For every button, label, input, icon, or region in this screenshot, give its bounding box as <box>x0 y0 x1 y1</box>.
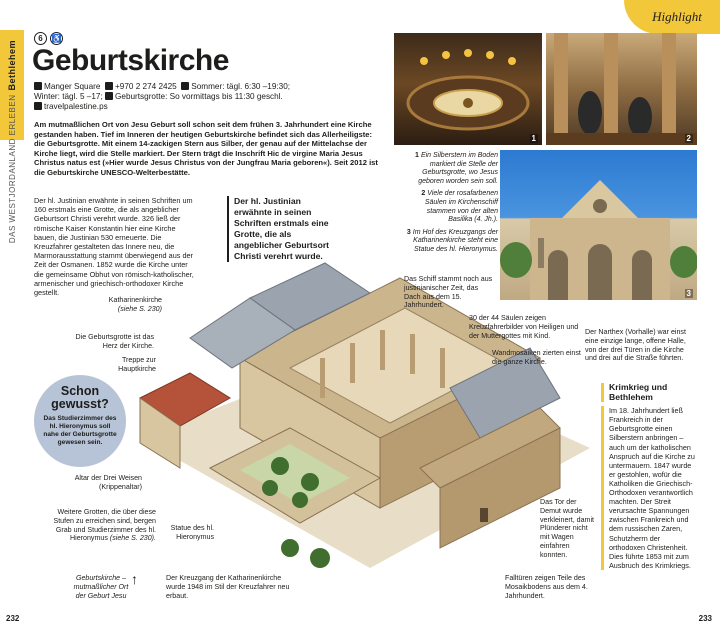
label-saeulen: 30 der 44 Säulen zeigen Kreuzfahrerbilder von Heiligen und der Muttergottes mit Kind. <box>469 314 579 340</box>
label-narthex: Der Narthex (Vorhalle) war einst eine einzige lange, offene Halle, von der drei Türen in die Kirche und drei auf die Straße führten. <box>585 328 686 363</box>
label-ref: (siehe S. 230). <box>109 534 156 543</box>
label-treppe: Treppe zur Hauptkirche <box>118 356 156 373</box>
krimkrieg-text: Im 18. Jahrhundert ließ Frankreich in der Geburtsgrotte einen Silberstern anbringen – auch um der katholischen Anspruch auf die Kirche zu untermauern. 1847 wurde er gestohlen, wofür die Katholiken die Griechisch-Orthodoxen verantwortlich machten. Der Streit verursachte Spannungen zwischen Frankreich und dem russischen Zaren, Schutzherrn der orthodoxen Christenheit. Dies führte 1853 mit zum Ausbruch des Krimkriegs. <box>601 406 697 570</box>
label-schiff: Das Schiff stammt noch aus justinianischer Zeit, das Dach aus dem 15. Jahrhundert. <box>404 275 493 310</box>
hours-winter: Winter: tägl. 5 –17 <box>34 92 101 101</box>
practical-info: Manger Square +970 2 274 2425 Sommer: tägl. 6:30 –19:30; Winter: tägl. 5 –17; Geburtsgrotte: So vormittags bis 11:30 geschl. travelpalestine.ps <box>34 82 291 111</box>
caption-2 <box>404 190 498 224</box>
intro-text: Am mutmaßlichen Ort von Jesu Geburt soll schon seit dem frühen 3. Jahrhundert eine Kirche gestanden haben. Tief im Inneren der heutigen Geburtskirche befindet sich das Allerheiligste: die Geburtsgrotte. Mit einem 14-zackigen Stern aus Silber, der genau auf der Mittelachse der Kirche liegt, wird die Stelle markiert. Der Stern trägt die Inschrift Hic de virgine Maria Jesus Christus natus est (»Hier wurde Jesus Christus von der Jungfrau Maria geboren«). Seit 2012 ist die Geburtskirche UNESCO-Welterbestätte. <box>34 120 378 177</box>
krimkrieg-title: Krimkrieg und Bethlehem <box>601 383 697 402</box>
sidebar-krimkrieg <box>601 383 697 570</box>
label-altar: Altar der Drei Weisen (Krippenaltar) <box>74 474 142 491</box>
label-text: Geburtskirche – <box>75 574 127 582</box>
chapter-city: Bethlehem <box>7 40 17 91</box>
label-text: Weitere Grotten, die über diese Stufen zu erreichen sind, bergen Grab und Studierzimmer des hl. Hieronymus <box>53 508 156 543</box>
clock-icon <box>181 82 189 90</box>
closed-icon <box>105 92 113 100</box>
label-kreuzgang: Der Kreuzgang der Katharinenkirche wurde 1948 im Stil der Kreuzfahrer neu erbaut. <box>166 574 290 600</box>
label-text: Katharinenkirche <box>108 296 162 304</box>
photo-silver-star <box>394 33 542 145</box>
columns-illustration <box>546 33 697 145</box>
grotto-illustration <box>394 33 542 145</box>
label-geburtskirche <box>70 574 132 600</box>
arrow-up-icon: ↑ <box>131 571 138 587</box>
label-ref: (siehe S. 230) <box>117 304 162 313</box>
pull-quote: Der hl. Justinian erwähnte in seinen Schriften erstmals eine Grotte, die als angeblicher Geburtsort Christi verehrt wurde. <box>227 196 339 262</box>
caption-text: Viele der rosafarbenen Säulen im Kirchenschiff stammen von der alten Basilika (4. Jh.). <box>424 190 498 224</box>
label-statue: Statue des hl. Hieronymus <box>170 524 214 541</box>
caption-1 <box>404 152 498 186</box>
phone-icon <box>105 82 113 90</box>
did-you-know-text: Das Studierzimmer des hl. Hieronymus soll nahe der Geburtsgrotte gewesen sein. <box>43 415 117 446</box>
wheelchair-icon: ♿ <box>51 34 62 43</box>
label-wandmosaiken: Wandmosaiken zierten einst die ganze Kirche. <box>492 349 581 366</box>
body-text: Der hl. Justinian erwähnte in seinen Schriften um 160 erstmals eine Grotte, die als angeblicher Geburtsort Christi verehrt wurde. 326 ließ der römische Kaiser Konstantin hier eine Kirche bauen, die Justinian 530 erneuerte. Die Kreuzfahrer gestalteten das Innere neu, die Marmorausstattung stammt überwiegend aus der Zeit der Osmanen. 1852 wurde die Kirche unter die gemeinsame Obhut von römisch-katholischer, armenischer und griechisch-orthodoxer Kirche gestellt. <box>34 196 194 298</box>
address: Manger Square <box>44 82 101 91</box>
label-weitere-grotten <box>38 508 156 543</box>
chapter-name: DAS WESTJORDANLAND ERLEBEN <box>7 94 17 244</box>
photo-number-2: 2 <box>686 134 691 143</box>
page-number-right: 233 <box>698 614 712 623</box>
label-falltueren: Falltüren zeigen Teile des Mosaikbodens aus dem 4. Jahrhundert. <box>505 574 588 600</box>
phone: +970 2 274 2425 <box>115 82 177 91</box>
label-katharinenkirche <box>100 296 162 314</box>
web-icon <box>34 102 42 110</box>
label-tor: Das Tor der Demut wurde verkleinert, damit Plünderer nicht mit Wagen einfahren konnten. <box>540 498 595 559</box>
caption-number: 1 <box>415 152 419 159</box>
church-cutaway-illustration <box>117 238 600 603</box>
grotto-hours: Geburtsgrotte: So vormittags bis 11:30 geschl. <box>115 92 283 101</box>
page-title: Geburtskirche <box>32 44 229 77</box>
highlight-badge: Highlight <box>624 0 720 34</box>
photo-columns <box>546 33 697 145</box>
sight-number-badge: 6 <box>34 32 47 45</box>
photo-number-1: 1 <box>531 134 536 143</box>
hours-summer: Sommer: tägl. 6:30 –19:30; <box>191 82 291 91</box>
page-number-left: 232 <box>6 614 20 623</box>
map-pin-icon <box>34 82 42 90</box>
caption-number: 2 <box>421 190 426 198</box>
photo-number-3: 3 <box>686 289 691 298</box>
caption-number: 3 <box>406 228 411 236</box>
chapter-vertical-label <box>0 40 24 360</box>
did-you-know-bubble <box>34 375 126 467</box>
website[interactable]: travelpalestine.ps <box>44 102 108 111</box>
caption-text: Im Hof des Kreuzgangs der Katharinenkirche steht eine Statue des hl. Hieronymus. <box>412 228 498 253</box>
caption-text: Ein Silberstern im Boden markiert die Stelle der Geburtsgrotte, wo Jesus geboren worden sein soll. <box>418 152 498 185</box>
label-text-2: mutmaßlicher Ort der Geburt Jesu <box>73 582 129 600</box>
label-grotte-herz: Die Geburtsgrotte ist das Herz der Kirche. <box>75 333 154 350</box>
did-you-know-title: Schon gewusst? <box>51 384 109 411</box>
